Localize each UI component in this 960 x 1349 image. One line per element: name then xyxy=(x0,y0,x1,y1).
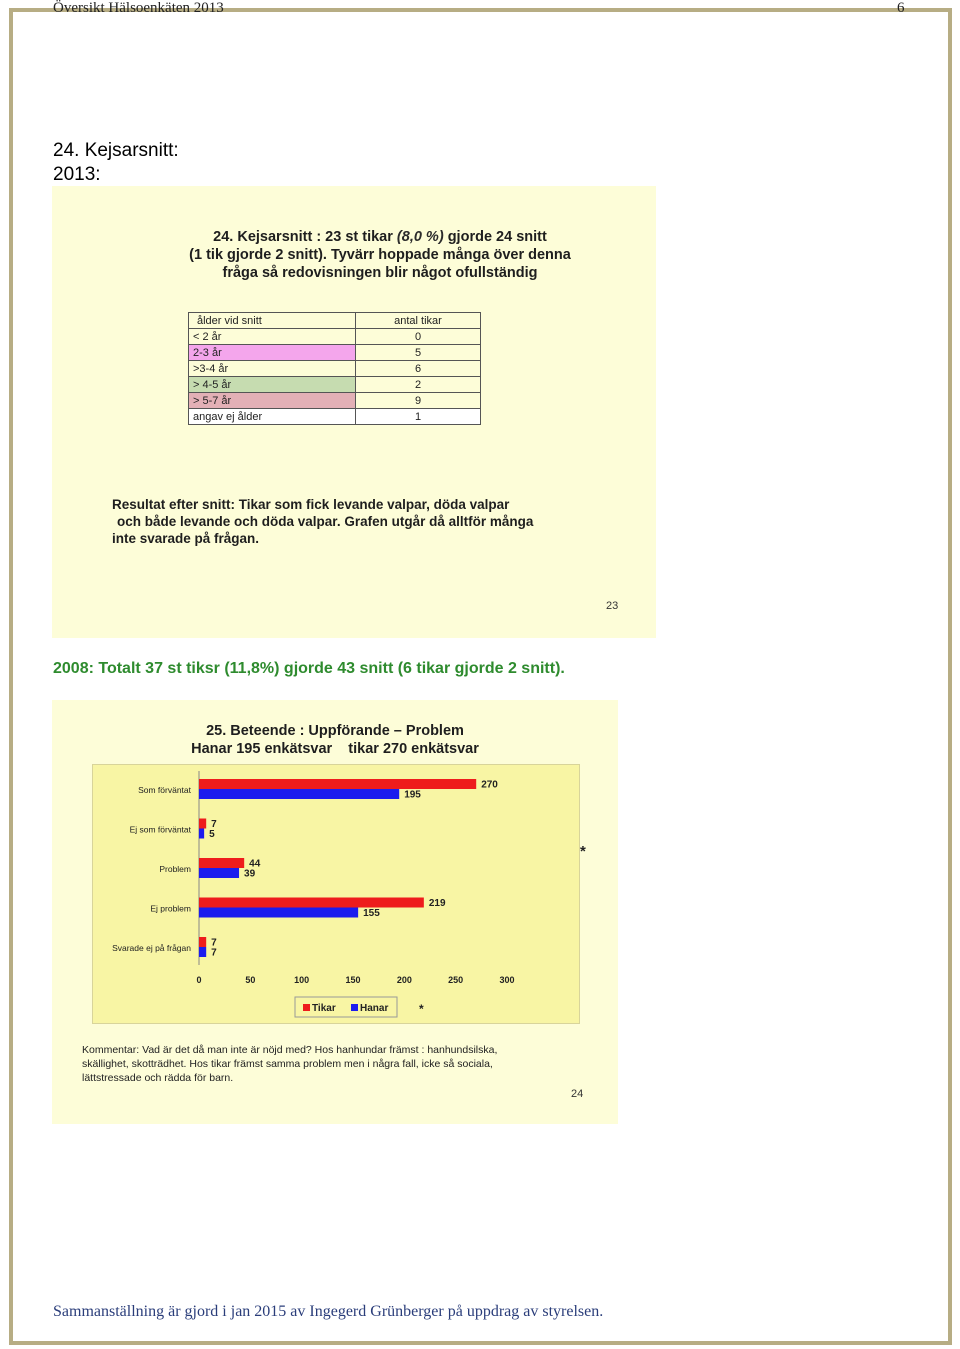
x-tick-label: 250 xyxy=(448,975,464,985)
data-label: 219 xyxy=(428,898,446,909)
comment-line2: skällighet, skotträdhet. Hos tikar främst samma problem men i några fall, icke så sociala, xyxy=(82,1058,493,1070)
chart-asterisk: * xyxy=(580,843,586,860)
slide-beteende xyxy=(52,700,618,1124)
data-label: 39 xyxy=(244,868,256,880)
result-line2: och både levande och döda valpar. Grafen utgår då alltför många xyxy=(117,514,534,529)
bar-tikar xyxy=(199,858,244,868)
x-tick-label: 300 xyxy=(499,975,515,985)
x-tick-label: 50 xyxy=(245,975,256,985)
slide1-title-line3: fråga så redovisningen blir något ofullständig xyxy=(222,265,538,281)
data-label: 270 xyxy=(481,779,498,791)
legend-swatch-hanar xyxy=(351,1004,358,1011)
footer-text: Sammanställning är gjord i jan 2015 av Ingegerd Grünberger på uppdrag av styrelsen. xyxy=(53,1303,604,1320)
slide2-number: 24 xyxy=(571,1088,584,1100)
category-label: Ej som förväntat xyxy=(129,824,191,835)
count-cell: 0 xyxy=(356,329,481,345)
age-cell: angav ej ålder xyxy=(189,409,356,425)
slide-kejsarsnitt xyxy=(52,186,656,638)
bar-hanar xyxy=(199,868,239,878)
count-cell: 9 xyxy=(356,393,481,409)
table-header-row xyxy=(189,313,481,329)
bar-hanar xyxy=(199,829,204,839)
x-tick-label: 100 xyxy=(294,975,310,985)
bar-tikar xyxy=(199,819,206,829)
category-label: Svarade ej på frågan xyxy=(112,943,191,953)
legend-label-hanar: Hanar xyxy=(360,1003,389,1014)
age-cell: >3-4 år xyxy=(189,361,356,377)
table-row xyxy=(189,377,481,393)
slide1-title-line2: (1 tik gjorde 2 snitt). Tyvärr hoppade många över denna xyxy=(189,247,571,263)
header-title: Översikt Hälsoenkäten 2013 xyxy=(53,0,224,16)
bar-hanar xyxy=(199,908,358,918)
table-header-count: antal tikar xyxy=(356,313,481,329)
slide2-title-line2: Hanar 195 enkätsvar tikar 270 enkätsvar xyxy=(191,741,479,757)
result-line1: Resultat efter snitt: Tikar som fick levande valpar, döda valpar xyxy=(112,497,510,512)
data-label: 155 xyxy=(363,908,380,919)
table-row xyxy=(189,329,481,345)
bar-hanar xyxy=(199,789,399,799)
slide1-title-part2: gjorde 24 snitt xyxy=(443,229,547,245)
data-label: 7 xyxy=(211,937,217,949)
legend-asterisk: * xyxy=(419,1002,424,1016)
table-row xyxy=(189,361,481,377)
legend-label-tikar: Tikar xyxy=(312,1003,336,1014)
data-label: 7 xyxy=(211,947,217,959)
section-title: 24. Kejsarsnitt: xyxy=(53,140,179,161)
result-line3: inte svarade på frågan. xyxy=(112,531,260,546)
category-label: Problem xyxy=(159,864,191,874)
bar-tikar xyxy=(199,779,476,789)
age-cell: > 4-5 år xyxy=(189,377,356,393)
age-cell: < 2 år xyxy=(189,329,356,345)
data-label: 44 xyxy=(249,858,261,870)
summary-2008: 2008: Totalt 37 st tiksr (11,8%) gjorde 43 snitt (6 tikar gjorde 2 snitt). xyxy=(53,660,565,677)
table-row xyxy=(189,393,481,409)
data-label: 7 xyxy=(211,819,217,830)
bar-tikar xyxy=(199,937,206,947)
comment-line3: lättstressade och rädda för barn. xyxy=(82,1072,234,1084)
table-row xyxy=(189,409,481,425)
age-cell: 2-3 år xyxy=(189,345,356,361)
count-cell: 2 xyxy=(356,377,481,393)
year-label-2013: 2013: xyxy=(53,164,101,185)
slide2-title xyxy=(52,722,618,758)
x-tick-label: 200 xyxy=(396,975,412,985)
x-tick-label: 0 xyxy=(196,975,202,985)
table-row xyxy=(189,345,481,361)
slide2-title-line1: 25. Beteende : Uppförande – Problem xyxy=(206,723,464,739)
category-label: Som förväntat xyxy=(138,785,191,795)
x-tick-label: 150 xyxy=(345,975,361,985)
category-label: Ej problem xyxy=(150,903,191,914)
page-number: 6 xyxy=(897,0,905,16)
slide1-number: 23 xyxy=(606,600,619,612)
comment-line1: Kommentar: Vad är det då man inte är nöjd med? Hos hanhundar främst : hanhundsilska, xyxy=(82,1044,498,1056)
slide1-result-text xyxy=(112,496,612,547)
count-cell: 6 xyxy=(356,361,481,377)
table-header-age: ålder vid snitt xyxy=(189,313,356,329)
age-cell: > 5-7 år xyxy=(189,393,356,409)
slide1-title-part1: 24. Kejsarsnitt : 23 st tikar xyxy=(213,229,397,245)
bar-hanar xyxy=(199,947,206,957)
data-label: 195 xyxy=(404,789,421,801)
slide1-title-pct: (8,0 %) xyxy=(396,229,444,245)
data-label: 5 xyxy=(209,829,215,840)
slide2-comment xyxy=(82,1043,562,1085)
age-table xyxy=(188,312,481,425)
slide1-title xyxy=(120,228,640,282)
count-cell: 5 xyxy=(356,345,481,361)
count-cell: 1 xyxy=(356,409,481,425)
chart-area xyxy=(92,764,580,1024)
behaviour-bar-chart xyxy=(93,765,579,1023)
bar-tikar xyxy=(199,898,424,908)
legend-swatch-tikar xyxy=(303,1004,310,1011)
